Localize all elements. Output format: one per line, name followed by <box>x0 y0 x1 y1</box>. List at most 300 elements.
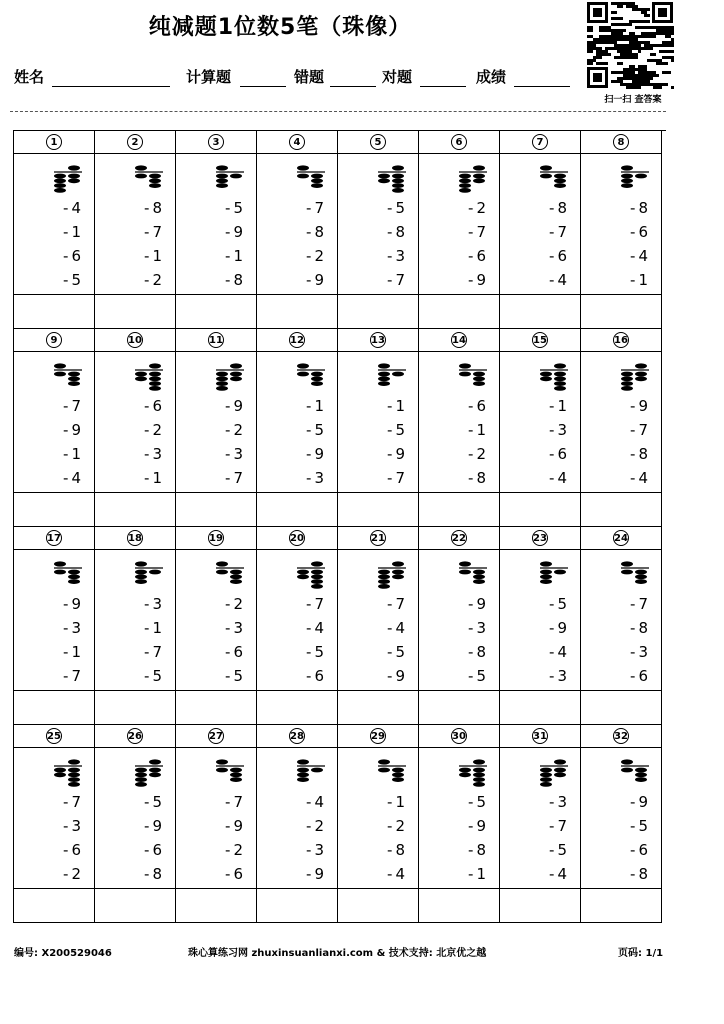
abacus-bead-image <box>540 164 568 194</box>
operation-list <box>630 592 651 688</box>
problem-number: 29 <box>370 728 386 744</box>
operation-value: -9 <box>63 421 84 439</box>
problem-cell <box>581 352 662 493</box>
problem-number: 31 <box>532 728 548 744</box>
operation-value: -5 <box>549 841 570 859</box>
operation-value: -8 <box>387 223 408 241</box>
problem-cell <box>176 550 257 691</box>
problem-number: 28 <box>289 728 305 744</box>
abacus-bead-image <box>378 164 406 194</box>
operation-value: -7 <box>630 421 651 439</box>
problem-number: 3 <box>208 134 224 150</box>
abacus-bead-image <box>135 362 163 392</box>
operation-list <box>387 394 408 490</box>
operation-value: -9 <box>306 865 327 883</box>
operation-value: -2 <box>144 421 165 439</box>
operation-value: -3 <box>144 595 165 613</box>
operation-list <box>225 394 246 490</box>
abacus-bead-image <box>54 164 82 194</box>
operation-value: -1 <box>225 247 246 265</box>
answer-cell[interactable] <box>95 889 176 923</box>
operation-value: -8 <box>225 271 246 289</box>
problem-number-cell <box>581 131 662 154</box>
problem-number: 18 <box>127 530 143 546</box>
problem-number-cell <box>176 131 257 154</box>
operation-list <box>468 394 489 490</box>
problem-number: 25 <box>46 728 62 744</box>
operation-list <box>468 790 489 886</box>
problem-number-cell <box>95 329 176 352</box>
operation-list <box>225 790 246 886</box>
operation-list <box>144 394 165 490</box>
problem-number-cell <box>338 131 419 154</box>
problem-number: 27 <box>208 728 224 744</box>
answer-cell[interactable] <box>257 889 338 923</box>
operation-value: -1 <box>549 397 570 415</box>
operation-value: -3 <box>549 793 570 811</box>
answer-cell[interactable] <box>338 691 419 725</box>
abacus-bead-image <box>540 758 568 788</box>
operation-value: -3 <box>387 247 408 265</box>
abacus-bead-image <box>135 758 163 788</box>
problem-number: 4 <box>289 134 305 150</box>
operation-value: -2 <box>225 595 246 613</box>
student-info-fields <box>14 66 584 90</box>
problem-number: 17 <box>46 530 62 546</box>
name-blank <box>52 86 170 87</box>
operation-value: -5 <box>387 643 408 661</box>
problem-cell <box>95 550 176 691</box>
problem-number: 2 <box>127 134 143 150</box>
operation-value: -8 <box>144 865 165 883</box>
abacus-bead-image <box>297 164 325 194</box>
operation-value: -1 <box>63 445 84 463</box>
problem-cell <box>581 154 662 295</box>
problem-number-cell <box>419 527 500 550</box>
operation-value: -2 <box>144 271 165 289</box>
operation-value: -6 <box>63 841 84 859</box>
operation-value: -9 <box>306 445 327 463</box>
operation-value: -9 <box>549 619 570 637</box>
answer-cell[interactable] <box>338 295 419 329</box>
operation-value: -3 <box>144 445 165 463</box>
problem-number-cell <box>419 131 500 154</box>
operation-value: -6 <box>144 397 165 415</box>
operation-value: -3 <box>63 817 84 835</box>
problem-cell <box>257 154 338 295</box>
answer-cell[interactable] <box>500 691 581 725</box>
problem-cell <box>419 550 500 691</box>
operation-value: -5 <box>387 421 408 439</box>
abacus-bead-image <box>459 362 487 392</box>
problem-cell <box>176 748 257 889</box>
problem-grid <box>13 130 666 923</box>
problem-number-cell <box>338 329 419 352</box>
abacus-bead-image <box>540 362 568 392</box>
operation-value: -9 <box>144 817 165 835</box>
answer-cell[interactable] <box>95 691 176 725</box>
operation-value: -1 <box>144 247 165 265</box>
operation-value: -9 <box>387 445 408 463</box>
problem-cell <box>500 352 581 493</box>
operation-value: -5 <box>225 199 246 217</box>
abacus-bead-image <box>540 560 568 590</box>
operation-value: -8 <box>549 199 570 217</box>
operation-value: -8 <box>468 469 489 487</box>
operation-value: -9 <box>387 667 408 685</box>
problem-cell <box>338 154 419 295</box>
problem-number-cell <box>257 131 338 154</box>
operation-value: -9 <box>468 817 489 835</box>
problem-number-cell <box>338 725 419 748</box>
operation-list <box>63 196 84 292</box>
operation-value: -6 <box>549 247 570 265</box>
operation-list <box>549 196 570 292</box>
answer-cell[interactable] <box>419 889 500 923</box>
problem-number: 5 <box>370 134 386 150</box>
problem-number: 10 <box>127 332 143 348</box>
operation-value: -7 <box>63 397 84 415</box>
operation-value: -5 <box>387 199 408 217</box>
operation-value: -8 <box>306 223 327 241</box>
answer-cell[interactable] <box>257 295 338 329</box>
problem-number-cell <box>581 725 662 748</box>
problem-section <box>14 725 666 923</box>
abacus-bead-image <box>54 560 82 590</box>
operation-value: -6 <box>630 223 651 241</box>
problem-cell <box>338 748 419 889</box>
problem-number-cell <box>500 725 581 748</box>
problem-number-cell <box>257 329 338 352</box>
qr-code[interactable] <box>585 0 675 90</box>
problem-cell <box>419 154 500 295</box>
footer-code: 编号: X200529046 <box>14 948 112 959</box>
operation-value: -5 <box>468 667 489 685</box>
problem-number: 19 <box>208 530 224 546</box>
answer-cell[interactable] <box>14 691 95 725</box>
problem-section <box>14 329 666 527</box>
operation-value: -6 <box>630 841 651 859</box>
problem-number: 9 <box>46 332 62 348</box>
operation-value: -7 <box>387 271 408 289</box>
problem-number-cell <box>95 725 176 748</box>
operation-value: -6 <box>468 247 489 265</box>
problem-number-cell <box>95 131 176 154</box>
operation-list <box>306 790 327 886</box>
operation-value: -8 <box>630 865 651 883</box>
problem-number: 13 <box>370 332 386 348</box>
operation-value: -5 <box>549 595 570 613</box>
operation-value: -8 <box>144 199 165 217</box>
answer-cell[interactable] <box>581 493 662 527</box>
abacus-bead-image <box>297 560 325 590</box>
problem-number-cell <box>419 329 500 352</box>
answer-cell[interactable] <box>14 889 95 923</box>
operation-value: -1 <box>63 223 84 241</box>
operation-value: -7 <box>630 595 651 613</box>
problem-cell <box>419 352 500 493</box>
operation-value: -6 <box>549 445 570 463</box>
problem-number-cell <box>14 725 95 748</box>
operation-value: -8 <box>387 841 408 859</box>
answer-cell[interactable] <box>581 691 662 725</box>
wrong-label: 错题 <box>294 68 325 86</box>
operation-value: -4 <box>630 469 651 487</box>
operation-value: -5 <box>468 793 489 811</box>
abacus-bead-image <box>378 560 406 590</box>
abacus-bead-image <box>135 560 163 590</box>
answer-cell[interactable] <box>338 889 419 923</box>
problem-number: 20 <box>289 530 305 546</box>
problem-number-cell <box>95 527 176 550</box>
problem-number-cell <box>14 131 95 154</box>
operation-list <box>630 394 651 490</box>
operation-list <box>306 592 327 688</box>
footer-site: 珠心算练习网 zhuxinsuanlianxi.com & 技术支持: 北京优之越 <box>188 948 487 959</box>
operation-value: -8 <box>468 841 489 859</box>
operation-value: -1 <box>387 397 408 415</box>
operation-value: -9 <box>468 595 489 613</box>
operation-value: -4 <box>630 247 651 265</box>
abacus-bead-image <box>54 758 82 788</box>
operation-value: -1 <box>144 469 165 487</box>
operation-value: -1 <box>468 865 489 883</box>
operation-value: -7 <box>225 793 246 811</box>
problem-cell <box>176 154 257 295</box>
operation-value: -1 <box>387 793 408 811</box>
problem-cell <box>176 352 257 493</box>
abacus-bead-image <box>378 758 406 788</box>
operation-value: -6 <box>225 643 246 661</box>
problem-number-cell <box>14 527 95 550</box>
problem-number-cell <box>338 527 419 550</box>
operation-value: -3 <box>225 619 246 637</box>
operation-list <box>549 790 570 886</box>
answer-cell[interactable] <box>176 691 257 725</box>
answer-cell[interactable] <box>581 889 662 923</box>
operation-value: -7 <box>63 667 84 685</box>
problem-number: 30 <box>451 728 467 744</box>
problem-cell <box>95 352 176 493</box>
operation-value: -3 <box>630 643 651 661</box>
problem-section <box>14 131 666 329</box>
operation-value: -4 <box>306 793 327 811</box>
operation-value: -4 <box>549 469 570 487</box>
operation-value: -9 <box>630 793 651 811</box>
operation-value: -8 <box>630 199 651 217</box>
problem-number-cell <box>500 527 581 550</box>
operation-value: -9 <box>630 397 651 415</box>
operation-value: -7 <box>225 469 246 487</box>
answer-cell[interactable] <box>257 493 338 527</box>
problem-number-cell <box>257 527 338 550</box>
operation-value: -7 <box>63 793 84 811</box>
problem-number: 23 <box>532 530 548 546</box>
problem-number: 6 <box>451 134 467 150</box>
operation-value: -9 <box>63 595 84 613</box>
problem-number: 7 <box>532 134 548 150</box>
answer-cell[interactable] <box>176 493 257 527</box>
abacus-bead-image <box>378 362 406 392</box>
problem-cell <box>257 352 338 493</box>
operation-value: -4 <box>63 199 84 217</box>
problem-cell <box>419 748 500 889</box>
cut-line <box>10 111 666 112</box>
operation-list <box>63 394 84 490</box>
operation-value: -4 <box>306 619 327 637</box>
operation-value: -8 <box>630 445 651 463</box>
problem-cell <box>338 352 419 493</box>
problem-number-cell <box>581 329 662 352</box>
operation-value: -3 <box>225 445 246 463</box>
problem-number: 26 <box>127 728 143 744</box>
operation-value: -4 <box>387 619 408 637</box>
abacus-bead-image <box>297 758 325 788</box>
answer-cell[interactable] <box>257 691 338 725</box>
problem-number: 12 <box>289 332 305 348</box>
operation-value: -7 <box>306 199 327 217</box>
operation-value: -3 <box>549 667 570 685</box>
operation-list <box>387 790 408 886</box>
operation-list <box>225 196 246 292</box>
abacus-bead-image <box>216 362 244 392</box>
operation-value: -4 <box>387 865 408 883</box>
answer-cell[interactable] <box>500 889 581 923</box>
problem-cell <box>95 154 176 295</box>
operation-value: -2 <box>63 865 84 883</box>
operation-value: -2 <box>468 445 489 463</box>
page-title: 纯减题1位数5笔（珠像） <box>148 15 412 40</box>
abacus-bead-image <box>297 362 325 392</box>
problem-number: 15 <box>532 332 548 348</box>
operation-list <box>468 592 489 688</box>
operation-value: -6 <box>306 667 327 685</box>
operation-value: -6 <box>63 247 84 265</box>
operation-value: -1 <box>306 397 327 415</box>
answer-cell[interactable] <box>14 295 95 329</box>
right-label: 对题 <box>382 68 413 86</box>
operation-value: -5 <box>306 421 327 439</box>
operation-value: -5 <box>63 271 84 289</box>
operation-value: -7 <box>468 223 489 241</box>
count-blank <box>240 86 286 87</box>
answer-cell[interactable] <box>419 493 500 527</box>
operation-value: -4 <box>549 643 570 661</box>
name-label: 姓名 <box>14 68 45 86</box>
operation-value: -6 <box>225 865 246 883</box>
operation-value: -2 <box>225 841 246 859</box>
abacus-bead-image <box>621 164 649 194</box>
operation-value: -4 <box>549 865 570 883</box>
problem-number: 11 <box>208 332 224 348</box>
qr-caption: 扫一扫 查答案 <box>604 95 662 105</box>
abacus-bead-image <box>621 560 649 590</box>
problem-cell <box>257 748 338 889</box>
operation-value: -7 <box>549 817 570 835</box>
problem-number-cell <box>176 725 257 748</box>
operation-list <box>144 592 165 688</box>
operation-value: -3 <box>306 841 327 859</box>
problem-cell <box>500 154 581 295</box>
problem-number: 14 <box>451 332 467 348</box>
operation-list <box>63 592 84 688</box>
operation-value: -5 <box>144 793 165 811</box>
operation-value: -8 <box>468 643 489 661</box>
operation-value: -3 <box>63 619 84 637</box>
problem-cell <box>14 154 95 295</box>
answer-cell[interactable] <box>500 493 581 527</box>
problem-number-cell <box>419 725 500 748</box>
operation-value: -6 <box>630 667 651 685</box>
operation-value: -5 <box>225 667 246 685</box>
problem-cell <box>500 748 581 889</box>
problem-number: 22 <box>451 530 467 546</box>
answer-cell[interactable] <box>14 493 95 527</box>
operation-list <box>306 394 327 490</box>
answer-cell[interactable] <box>176 889 257 923</box>
operation-value: -4 <box>549 271 570 289</box>
operation-list <box>306 196 327 292</box>
operation-value: -7 <box>144 643 165 661</box>
answer-cell[interactable] <box>581 295 662 329</box>
operation-value: -2 <box>225 421 246 439</box>
operation-value: -2 <box>468 199 489 217</box>
abacus-bead-image <box>216 164 244 194</box>
operation-list <box>63 790 84 886</box>
problem-cell <box>257 550 338 691</box>
answer-cell[interactable] <box>176 295 257 329</box>
operation-value: -8 <box>630 619 651 637</box>
operation-list <box>144 196 165 292</box>
operation-value: -9 <box>225 817 246 835</box>
answer-cell[interactable] <box>419 295 500 329</box>
problem-cell <box>338 550 419 691</box>
abacus-bead-image <box>216 560 244 590</box>
operation-value: -1 <box>468 421 489 439</box>
operation-value: -5 <box>630 817 651 835</box>
operation-list <box>225 592 246 688</box>
operation-value: -1 <box>144 619 165 637</box>
operation-value: -3 <box>549 421 570 439</box>
answer-cell[interactable] <box>419 691 500 725</box>
right-blank <box>420 86 466 87</box>
operation-value: -7 <box>144 223 165 241</box>
operation-value: -2 <box>306 817 327 835</box>
operation-list <box>549 592 570 688</box>
problem-cell <box>14 748 95 889</box>
answer-cell[interactable] <box>95 295 176 329</box>
operation-value: -7 <box>387 595 408 613</box>
operation-value: -6 <box>468 397 489 415</box>
score-blank <box>514 86 570 87</box>
answer-cell[interactable] <box>95 493 176 527</box>
operation-value: -3 <box>306 469 327 487</box>
problem-number: 1 <box>46 134 62 150</box>
problem-cell <box>500 550 581 691</box>
operation-list <box>468 196 489 292</box>
operation-value: -7 <box>387 469 408 487</box>
abacus-bead-image <box>216 758 244 788</box>
answer-cell[interactable] <box>338 493 419 527</box>
problem-cell <box>14 352 95 493</box>
problem-cell <box>581 748 662 889</box>
answer-cell[interactable] <box>500 295 581 329</box>
problem-number-cell <box>500 131 581 154</box>
operation-list <box>630 790 651 886</box>
problem-number: 21 <box>370 530 386 546</box>
problem-number: 16 <box>613 332 629 348</box>
operation-list <box>144 790 165 886</box>
